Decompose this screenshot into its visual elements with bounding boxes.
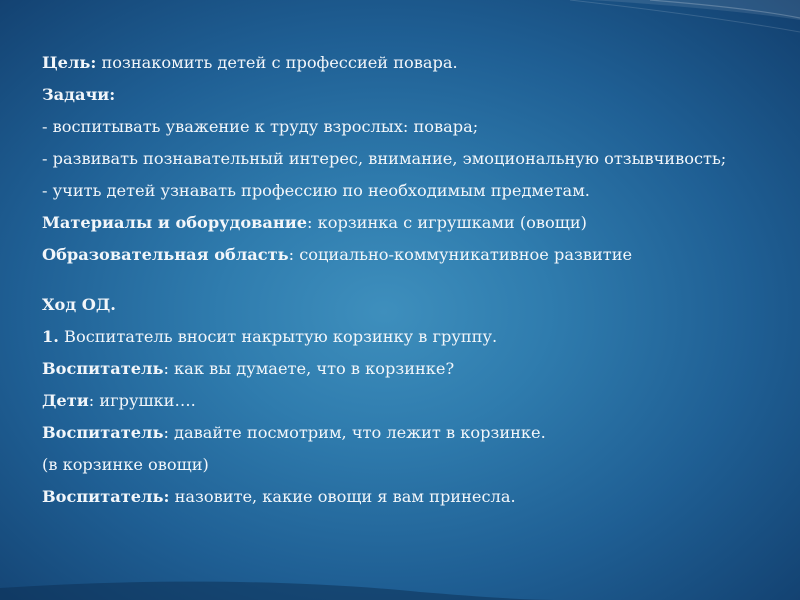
step-1-line — [42, 325, 772, 348]
task-item-3-text: - учить детей узнавать профессию по необходимым предметам. — [42, 181, 590, 200]
step-1-number: 1. — [42, 327, 59, 346]
goal-heading: Цель: — [42, 53, 97, 72]
procedure-heading: Ход ОД. — [42, 295, 116, 314]
dialog-text: назовите, какие овощи я вам принесла. — [169, 487, 516, 506]
task-item-2-text: - развивать познавательный интерес, внимание, эмоциональную отзывчивость; — [42, 149, 727, 168]
procedure-heading-line — [42, 293, 772, 316]
dialog-text: : давайте посмотрим, что лежит в корзинке. — [163, 423, 546, 442]
goal-line — [42, 51, 772, 74]
dialog-line-1 — [42, 357, 772, 380]
task-item-1-text: - воспитывать уважение к труду взрослых: повара; — [42, 117, 479, 136]
materials-heading: Материалы и оборудование — [42, 213, 308, 232]
dialog-text: : игрушки…. — [88, 391, 196, 410]
dialog-line-5 — [42, 485, 772, 508]
goal-text: познакомить детей с профессией повара. — [96, 53, 458, 72]
tasks-heading: Задачи: — [42, 85, 116, 104]
speaker-children: Дети — [42, 391, 89, 410]
task-item-2 — [42, 147, 772, 170]
speaker-teacher: Воспитатель: — [42, 487, 170, 506]
dialog-line-3 — [42, 421, 772, 444]
task-item-1 — [42, 115, 772, 138]
step-1-text: Воспитатель вносит накрытую корзинку в группу. — [58, 327, 498, 346]
dialog-text: : как вы думаете, что в корзинке? — [163, 359, 455, 378]
task-item-3 — [42, 179, 772, 202]
speaker-teacher: Воспитатель — [42, 359, 164, 378]
dialog-line-4 — [42, 453, 772, 476]
area-line — [42, 243, 772, 266]
area-text: : социально-коммуникативное развитие — [288, 245, 633, 264]
dialog-note: (в корзинке овощи) — [42, 455, 209, 474]
materials-text: : корзинка с игрушками (овощи) — [307, 213, 587, 232]
dialog-line-2 — [42, 389, 772, 412]
slide-content — [42, 51, 772, 517]
tasks-line — [42, 83, 772, 106]
materials-line — [42, 211, 772, 234]
area-heading: Образовательная область — [42, 245, 289, 264]
speaker-teacher: Воспитатель — [42, 423, 164, 442]
